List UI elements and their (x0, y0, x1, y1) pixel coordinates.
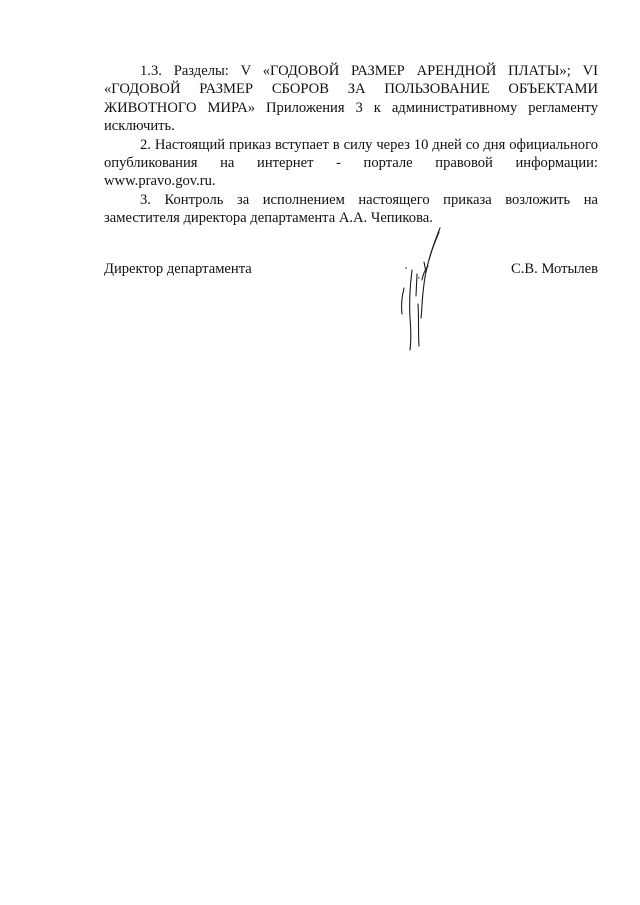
clause-2: 2. Настоящий приказ вступает в силу через 10 дней со дня официального опубликования на интернет - портале правовой информации: www.pravo.gov.ru. (104, 136, 598, 190)
signatory-position: Директор департамента (104, 261, 252, 277)
clause-1-3: 1.3. Разделы: V «ГОДОВОЙ РАЗМЕР АРЕНДНОЙ ПЛАТЫ»; VI «ГОДОВОЙ РАЗМЕР СБОРОВ ЗА ПОЛЬЗОВАНИЕ ОБЪЕКТАМИ ЖИВОТНОГО МИРА» Приложения 3 к административному регламенту исключить. (104, 63, 598, 135)
signatory-name: С.В. Мотылев (511, 261, 598, 277)
clause-3: 3. Контроль за исполнением настоящего приказа возложить на заместителя директора департамента А.А. Чепикова. (104, 191, 598, 227)
order-body (104, 62, 598, 228)
signature-block (104, 260, 598, 360)
handwritten-signature (388, 226, 448, 354)
